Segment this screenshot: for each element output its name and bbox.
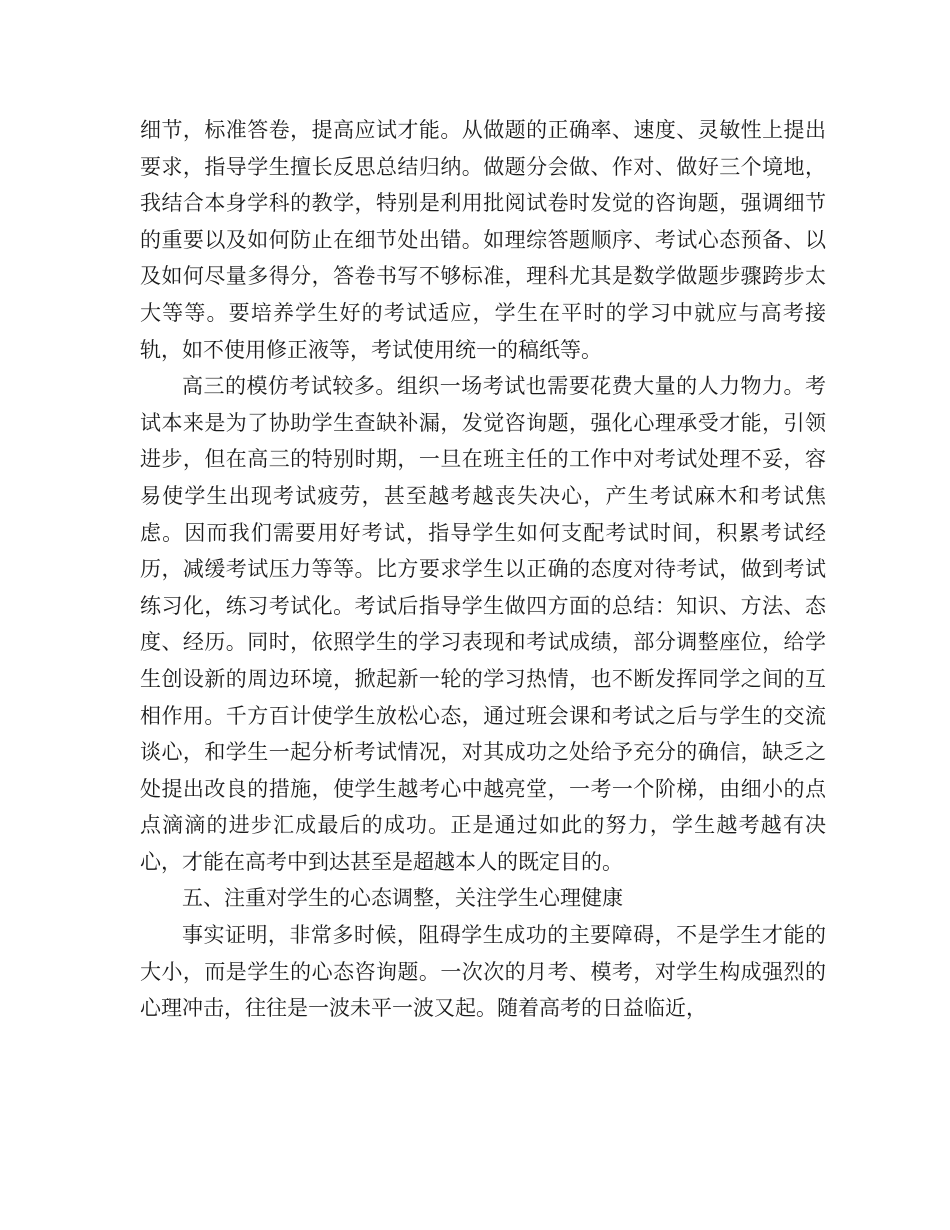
paragraph-mock-exams: 高三的模仿考试较多。组织一场考试也需要花费大量的人力物力。考试本来是为了协助学生查缺补漏，发觉咨询题，强化心理承受才能，引领进步，但在高三的特别时期，一旦在班主任的工作中对考试处理不妥，容易使学生出现考试疲劳，甚至越考越丧失决心，产生考试麻木和考试焦虑。因而我们需要用好考试，指导学生如何支配考试时间，积累考试经历，减缓考试压力等等。比方要求学生以正确的态度对待考试，做到考试练习化，练习考试化。考试后指导学生做四方面的总结：知识、方法、态度、经历。同时，依照学生的学习表现和考试成绩，部分调整座位，给学生创设新的周边环境，掀起新一轮的学习热情，也不断发挥同学之间的互相作用。千方百计使学生放松心态，通过班会课和考试之后与学生的交流谈心，和学生一起分析考试情况，对其成功之处给予充分的确信，缺乏之处提出改良的措施，使学生越考心中越亮堂，一考一个阶梯，由细小的点点滴滴的进步汇成最后的成功。正是通过如此的努力，学生越考越有决心，才能在高考中到达甚至是超越本人的既定目的。 (140, 374, 826, 874)
document-page (140, 112, 826, 1027)
section-heading-mental-health: 五、注重对学生的心态调整，关注学生心理健康 (182, 886, 623, 911)
paragraph-mindset: 事实证明，非常多时候，阻碍学生成功的主要障碍，不是学生才能的大小，而是学生的心态咨询题。一次次的月考、模考，对学生构成强烈的心理冲击，往往是一波未平一波又起。随着高考的日益临近， (140, 923, 826, 1021)
paragraph-exam-details: 细节，标准答卷，提高应试才能。从做题的正确率、速度、灵敏性上提出要求，指导学生擅长反思总结归纳。做题分会做、作对、做好三个境地，我结合本身学科的教学，特别是利用批阅试卷时发觉的咨询题，强调细节的重要以及如何防止在细节处出错。如理综答题顺序、考试心态预备、以及如何尽量多得分，答卷书写不够标准，理科尤其是数学做题步骤跨步太大等等。要培养学生好的考试适应，学生在平时的学习中就应与高考接轨，如不使用修正液等，考试使用统一的稿纸等。 (140, 118, 826, 362)
